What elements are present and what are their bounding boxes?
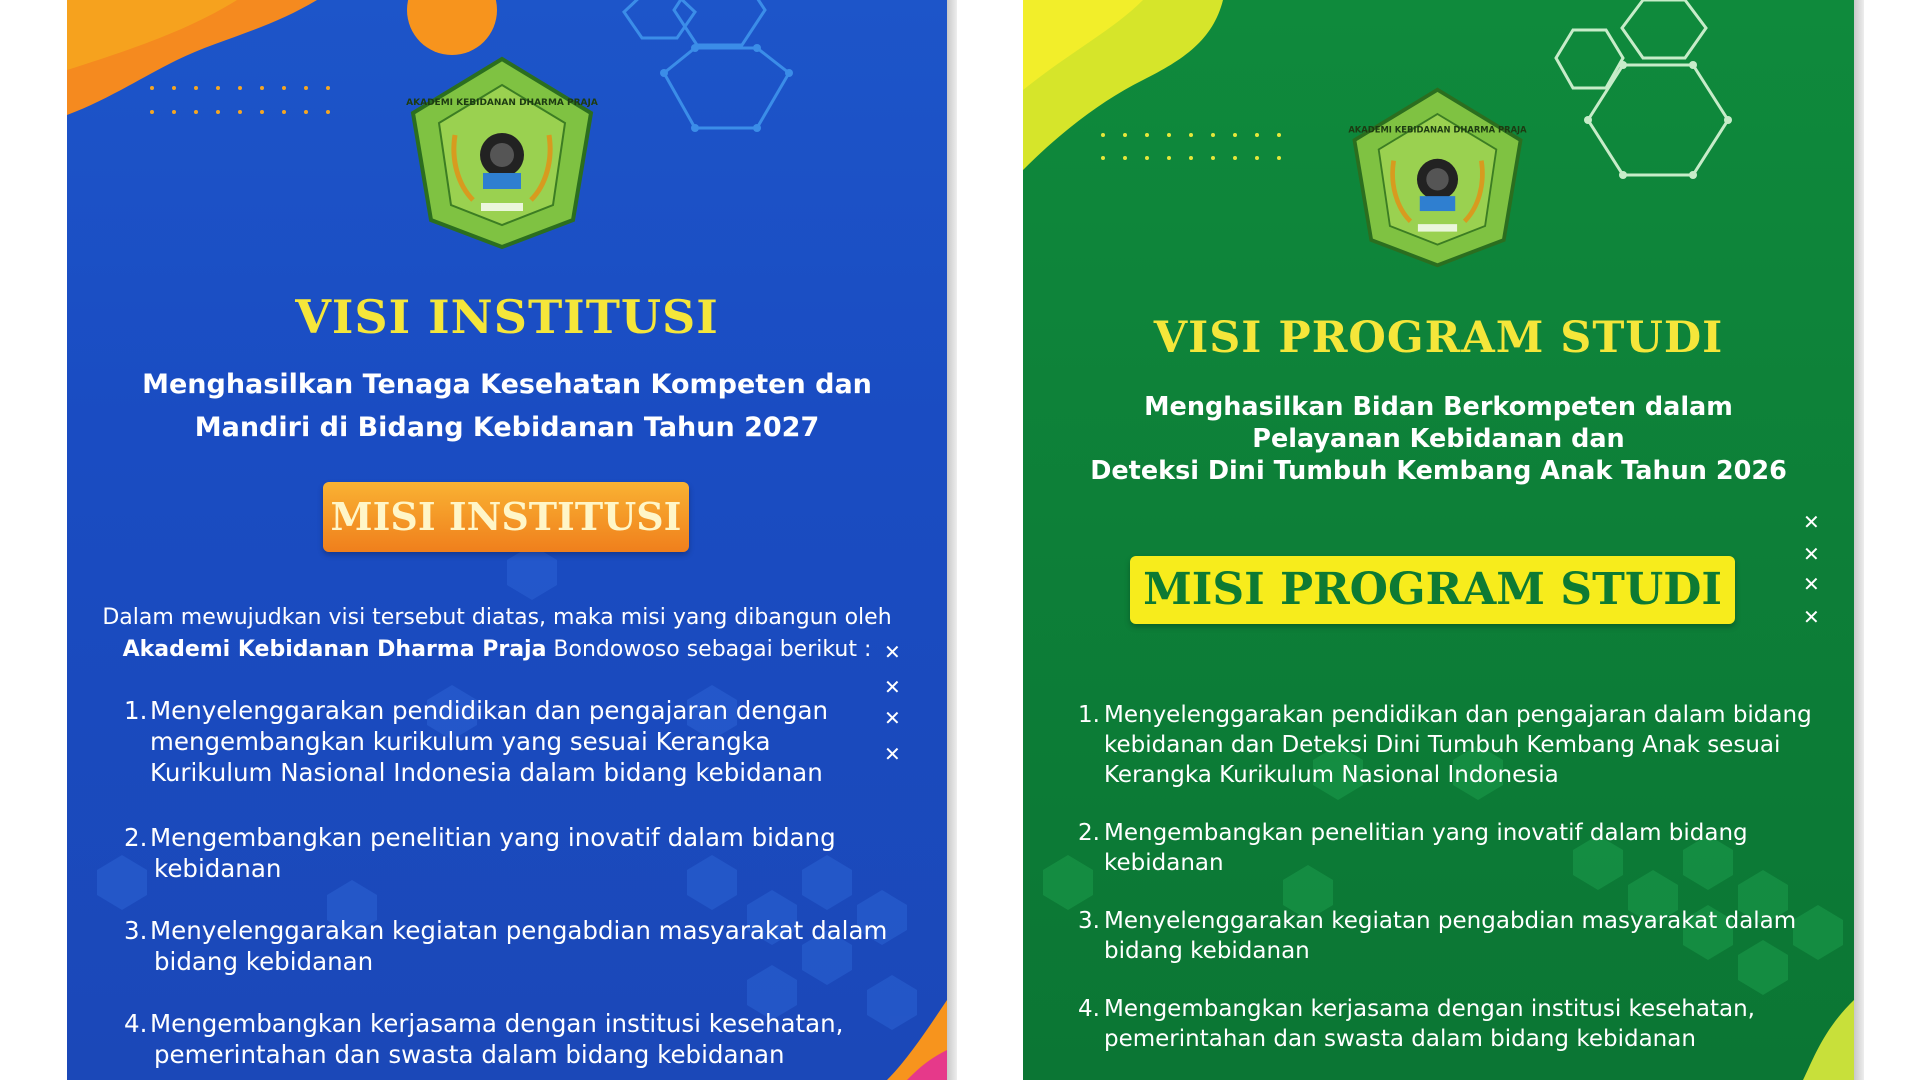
orange-circle-shape [407,0,497,55]
poster-blue-edge [947,0,957,1080]
visi-line: Menghasilkan Bidan Berkompeten dalam [1144,392,1733,422]
institution-name: Akademi Kebidanan Dharma Praja [122,637,547,662]
visi-line: Deteksi Dini Tumbuh Kembang Anak Tahun 2026 [1090,456,1787,486]
item-line: Kurikulum Nasional Indonesia dalam bidang kebidanan [150,758,823,787]
item-line: pemerintahan dan swasta dalam bidang kebidanan [1104,1026,1696,1052]
item-number: 3. [1078,908,1100,934]
visi-line: Pelayanan Kebidanan dan [1252,424,1625,454]
dot-pattern [1101,133,1281,160]
crest-logo-icon [1345,86,1530,268]
item-text [150,695,828,788]
item-number: 4. [124,1009,148,1038]
misi-institusi-badge: MISI INSTITUSI [323,482,689,552]
intro-line-2 [97,634,897,666]
visi-line: Menghasilkan Tenaga Kesehatan Kompeten dan [142,369,872,400]
hexagon-nodes [1584,61,1732,179]
list-item [1078,906,1797,964]
item-text [1104,818,1748,878]
item-line: Menyelenggarakan kegiatan pengabdian masyarakat dalam [1104,908,1797,934]
intro-line-2-rest: Bondowoso sebagai berikut : [546,637,872,662]
list-item [1078,818,1748,876]
item-number: 2. [124,823,148,852]
list-item [124,1008,844,1069]
item-line: Mengembangkan penelitian yang inovatif dalam bidang [150,823,836,852]
list-item [1078,994,1755,1052]
item-line: pemerintahan dan swasta dalam bidang kebidanan [154,1040,785,1069]
item-number: 3. [124,916,148,945]
x-mark-icon: ✕ [1803,510,1820,534]
poster-visi-misi-institusi [67,0,947,1080]
hexagon-nodes [660,44,793,132]
dot-pattern [150,86,330,114]
item-line: kebidanan dan Deteksi Dini Tumbuh Kembang Anak sesuai [1104,732,1781,758]
item-text [1104,906,1796,966]
list-item [1078,700,1812,788]
hexagon-icon [624,0,789,128]
visi-program-studi-title: VISI PROGRAM STUDI [1153,313,1724,363]
item-number: 2. [1078,820,1100,846]
item-number: 4. [1078,996,1100,1022]
item-line: Mengembangkan penelitian yang inovatif dalam bidang [1104,820,1748,846]
list-item [124,822,836,883]
visi-institusi-title: VISI INSTITUSI [295,290,719,344]
item-line: Menyelenggarakan kegiatan pengabdian masyarakat dalam [150,916,888,945]
x-mark-icon: ✕ [1803,605,1820,629]
item-line: bidang kebidanan [1104,938,1310,964]
item-line: kebidanan [154,854,282,883]
crest-logo-icon [403,55,601,250]
item-line: Menyelenggarakan pendidikan dan pengajaran dengan [150,696,829,725]
item-line: mengembangkan kurikulum yang sesuai Kerangka [150,727,771,756]
item-text [1104,700,1812,790]
x-mark-icon: ✕ [1803,572,1820,596]
x-mark-icon: ✕ [884,742,901,766]
x-mark-icon: ✕ [1803,542,1820,566]
item-text [150,915,887,977]
item-number: 1. [124,696,148,725]
list-item [124,915,888,976]
intro-line-1: Dalam mewujudkan visi tersebut diatas, maka misi yang dibangun oleh [102,605,892,630]
item-line: kebidanan [1104,850,1224,876]
visi-program-studi-text [1023,391,1854,487]
logo-text: AKADEMI KEBIDANAN DHARMA PRAJA [406,98,598,108]
visi-line: Mandiri di Bidang Kebidanan Tahun 2027 [194,412,820,443]
item-line: Menyelenggarakan pendidikan dan pengajaran dalam bidang [1104,702,1812,728]
visi-institusi-text [67,363,947,449]
x-mark-icon: ✕ [884,640,901,664]
item-text [1104,994,1755,1054]
misi-program-studi-badge: MISI PROGRAM STUDI [1130,556,1735,624]
logo-text: AKADEMI KEBIDANAN DHARMA PRAJA [1348,124,1527,135]
yellow-corner-shape [1803,1000,1854,1080]
item-text [150,822,836,884]
item-line: Kerangka Kurikulum Nasional Indonesia [1104,762,1559,788]
item-line: bidang kebidanan [154,947,374,976]
misi-intro-text [97,602,897,666]
x-mark-icon: ✕ [884,706,901,730]
item-line: Mengembangkan kerjasama dengan institusi kesehatan, [1104,996,1755,1022]
poster-green-edge [1854,0,1864,1080]
hexagon-icon [1556,0,1728,175]
item-number: 1. [1078,702,1100,728]
item-text [150,1008,843,1070]
list-item [124,695,829,787]
item-line: Mengembangkan kerjasama dengan institusi kesehatan, [150,1009,844,1038]
poster-visi-misi-program-studi [1023,0,1854,1080]
x-mark-icon: ✕ [884,675,901,699]
